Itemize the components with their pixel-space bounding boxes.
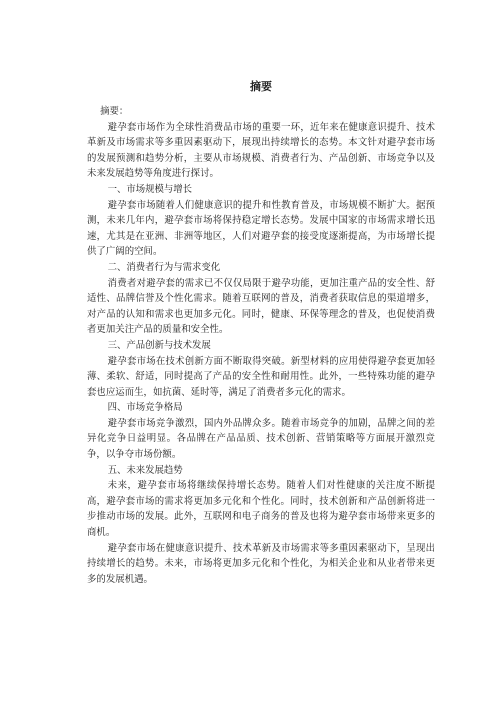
section-heading-future-trends: 五、未来发展趋势 xyxy=(107,464,183,476)
section-body-consumer-behavior: 消费者对避孕套的需求已不仅仅局限于避孕功能，更加注重产品的安全性、舒适性、品牌信誉及个性化需求。随着互联网的普及，消费者获取信息的渠道增多，对产品的认知和需求也更加多元化。同时，健康、环保等理念的普及，也促使消费者更加关注产品的质量和安全性。 xyxy=(87,277,435,336)
document-page xyxy=(87,80,435,587)
section-body-innovation: 避孕套市场在技术创新方面不断取得突破。新型材料的应用使得避孕套更加轻薄、柔软、舒适，同时提高了产品的安全性和耐用性。此外，一些特殊功能的避孕套也应运而生，如抗菌、延时等，满足了消费者多元化的需求。 xyxy=(87,355,435,398)
section-heading-market-size: 一、市场规模与增长 xyxy=(107,183,193,195)
section-heading-competition: 四、市场竞争格局 xyxy=(107,402,183,414)
section-body-competition: 避孕套市场竞争激烈，国内外品牌众多。随着市场竞争的加剧，品牌之间的差异化竞争日益明显。各品牌在产品品质、技术创新、营销策略等方面展开激烈竞争，以争夺市场份额。 xyxy=(87,417,435,461)
abstract-label: 摘要： xyxy=(100,106,129,117)
section-body-future-trends: 未来，避孕套市场将继续保持增长态势。随着人们对性健康的关注度不断提高，避孕套市场的需求将更加多元化和个性化。同时，技术创新和产品创新将进一步推动市场的发展。此外，互联网和电子商务的普及也将为避孕套市场带来更多的商机。 xyxy=(87,480,435,539)
intro-paragraph: 避孕套市场作为全球性消费品市场的重要一环，近年来在健康意识提升、技术革新及市场需求等多重因素驱动下，展现出持续增长的态势。本文针对避孕套市场的发展预测和趋势分析，主要从市场规模、消费者行为、产品创新、市场竞争以及未来发展趋势等角度进行探讨。 xyxy=(87,121,435,180)
section-body-market-size: 避孕套市场随着人们健康意识的提升和性教育普及，市场规模不断扩大。据预测，未来几年内，避孕套市场将保持稳定增长态势。发展中国家的市场需求增长迅速，尤其是在亚洲、非洲等地区，人们对避孕套的接受度逐渐提高，为市场增长提供了广阔的空间。 xyxy=(87,199,435,258)
conclusion-paragraph: 避孕套市场在健康意识提升、技术革新及市场需求等多重因素驱动下，呈现出持续增长的趋势。未来，市场将更加多元化和个性化，为相关企业和从业者带来更多的发展机遇。 xyxy=(87,542,435,585)
section-heading-consumer-behavior: 二、消费者行为与需求变化 xyxy=(107,261,221,273)
section-heading-innovation: 三、产品创新与技术发展 xyxy=(107,339,211,351)
page-title: 摘要 xyxy=(250,80,272,93)
